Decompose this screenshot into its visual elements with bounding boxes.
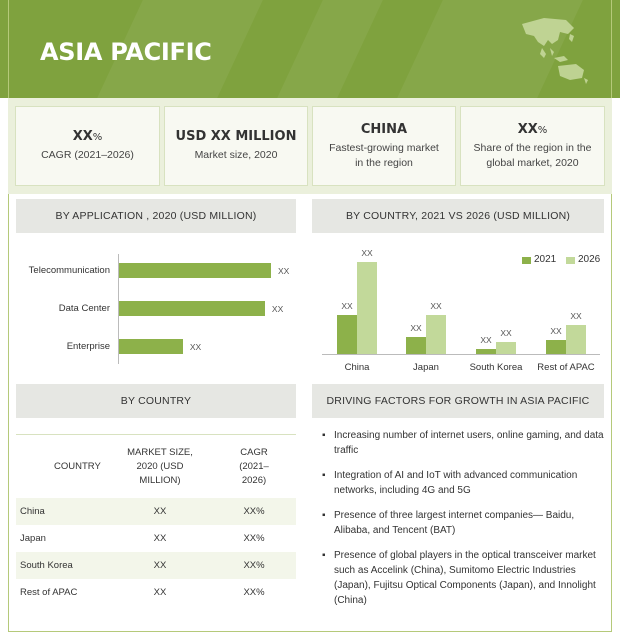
cell-country: South Korea: [16, 552, 108, 579]
cell-country: Rest of APAC: [20, 587, 78, 598]
bar-2021: [406, 337, 426, 354]
bullet-icon: ▪: [322, 550, 326, 561]
cell-market-size: XX: [153, 533, 167, 544]
bar: [119, 339, 183, 354]
kpi-label: Fastest-growing market in the region: [329, 141, 439, 169]
data-label: XX: [550, 326, 562, 337]
table-row: [16, 552, 296, 579]
x-axis-line: [322, 354, 600, 355]
list-item: [322, 468, 604, 498]
kpi-band: [8, 98, 612, 194]
data-label: XX: [430, 301, 442, 312]
kpi-label: CAGR (2021–2026): [41, 149, 134, 161]
data-label: XX: [341, 301, 353, 312]
section-header-by-country: BY COUNTRY: [16, 384, 296, 418]
table-row: [16, 525, 296, 552]
kpi-value: CHINA: [360, 121, 408, 137]
category-label: Telecommunication: [28, 265, 110, 276]
page-title: ASIA PACIFIC: [40, 38, 212, 66]
list-item: [322, 508, 604, 538]
bullet-icon: ▪: [322, 430, 326, 441]
kpi-region-share: [460, 106, 605, 186]
bar-2021: [546, 340, 566, 354]
table-row: [16, 579, 296, 606]
driving-factors-list: [322, 428, 604, 618]
kpi-value: XX: [72, 129, 93, 144]
category-label: Rest of APAC: [537, 362, 595, 373]
legend-swatch: [522, 257, 531, 264]
cell-market-size: XX: [153, 587, 167, 598]
cell-country: China: [16, 498, 108, 525]
kpi-fastest-growing: [312, 106, 456, 186]
column-header-market-size: MARKET SIZE, 2020 (USD MILLION): [108, 436, 212, 498]
bullet-icon: ▪: [322, 510, 326, 521]
kpi-unit: %: [92, 132, 103, 143]
table-header-row: [16, 436, 296, 498]
kpi-label: Market size, 2020: [194, 149, 278, 161]
bar-2026: [496, 342, 516, 354]
legend-label: 2026: [578, 254, 601, 265]
bar: [119, 263, 271, 278]
table-row: [16, 498, 296, 525]
list-item: [322, 548, 604, 608]
category-label: Enterprise: [66, 341, 110, 352]
section-header-driving-factors: DRIVING FACTORS FOR GROWTH IN ASIA PACIFIC: [312, 384, 604, 418]
bar: [119, 301, 265, 316]
section-header-by-country-chart: BY COUNTRY, 2021 VS 2026 (USD MILLION): [312, 199, 604, 233]
legend-swatch: [566, 257, 575, 264]
column-header-country: COUNTRY: [16, 436, 108, 498]
cell-cagr: XX%: [243, 587, 265, 598]
kpi-label: Share of the region in the global market, 2020: [473, 141, 592, 169]
category-label: China: [344, 362, 370, 373]
data-label: XX: [500, 328, 512, 339]
cell-cagr: XX%: [212, 498, 296, 525]
table-divider: [16, 434, 296, 435]
data-label: XX: [361, 248, 373, 258]
data-label: XX: [271, 304, 284, 314]
column-header-cagr: CAGR (2021–2026): [212, 436, 296, 498]
list-item: [322, 428, 604, 458]
kpi-value: USD XX MILLION: [175, 129, 297, 144]
category-label: Japan: [413, 362, 439, 373]
category-label: Data Center: [58, 303, 110, 314]
kpi-cagr: [15, 106, 160, 186]
kpi-value: XX: [517, 121, 538, 137]
kpi-unit: %: [537, 124, 548, 136]
data-label: XX: [570, 310, 582, 321]
cell-cagr: XX%: [243, 533, 265, 544]
bar-2026: [426, 315, 446, 354]
bar-2026: [566, 325, 586, 354]
driver-text: Integration of AI and IoT with advanced communication networks, including 4G and 5G: [334, 470, 578, 496]
driver-text: Presence of three largest internet companies— Baidu, Alibaba, and Tencent (BAT): [334, 510, 575, 536]
cell-country: Japan: [20, 533, 46, 544]
country-table: [16, 436, 296, 606]
kpi-market-size: [164, 106, 308, 186]
bar-2026: [357, 262, 377, 354]
bullet-icon: ▪: [322, 470, 326, 481]
driver-text: Presence of global players in the optical transceiver market such as Accelink (China), Sumitomo Electric Industries (Japan), Fujitsu Optical Components (Japan), and Innolight (China): [334, 550, 596, 606]
cell-cagr: XX%: [212, 552, 296, 579]
cell-market-size: XX: [108, 498, 212, 525]
driver-text: Increasing number of internet users, online gaming, and data traffic: [334, 430, 604, 456]
data-label: XX: [278, 266, 290, 276]
legend-label: 2021: [534, 254, 557, 265]
data-label: XX: [189, 342, 202, 352]
section-header-by-application: BY APPLICATION , 2020 (USD MILLION): [16, 199, 296, 233]
cell-market-size: XX: [108, 552, 212, 579]
bar-2021: [476, 349, 496, 354]
category-label: South Korea: [469, 362, 523, 373]
data-label: XX: [410, 323, 422, 334]
bar-2021: [337, 315, 357, 354]
data-label: XX: [480, 335, 492, 346]
